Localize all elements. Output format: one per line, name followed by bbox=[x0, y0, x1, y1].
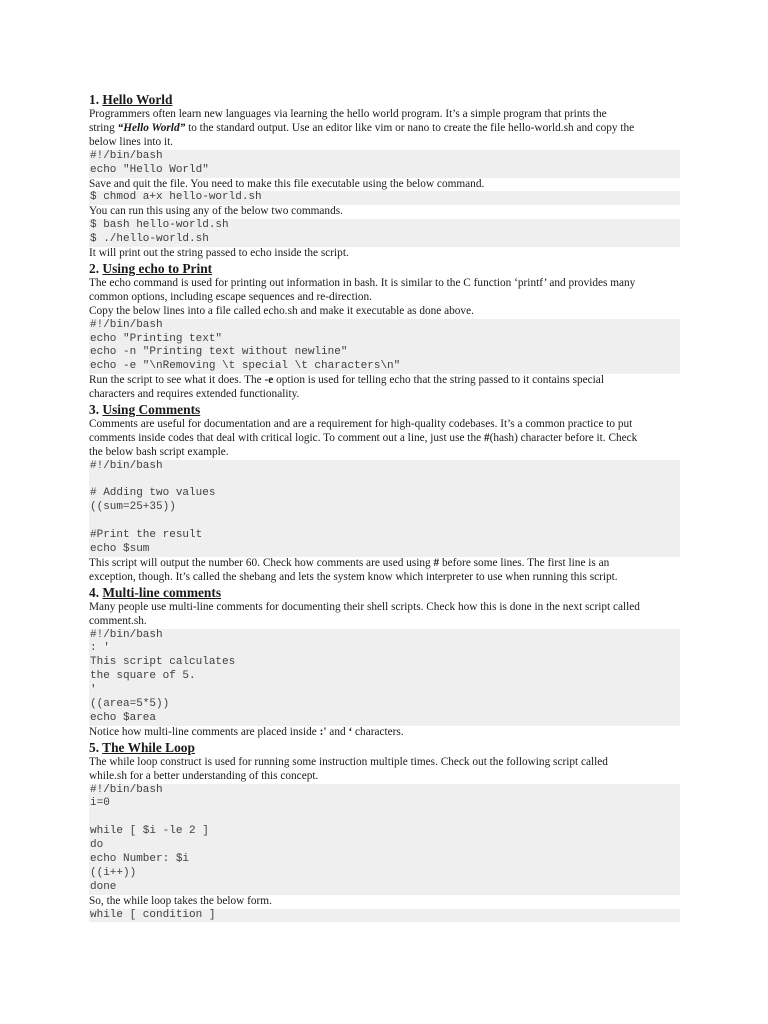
section-link-comments[interactable]: Using Comments bbox=[102, 401, 201, 417]
code-block: #!/bin/bash echo "Printing text" echo -n "Printing text without newline" echo -e "\nRemoving \t special \t characters\n" bbox=[89, 319, 680, 375]
section-link-echo[interactable]: Using echo to Print bbox=[102, 260, 213, 276]
paragraph: This script will output the number 60. Check how comments are used using # before some lines. The first line is an exception, though. It’s called the shebang and lets the system know which interpreter to use when running this script. bbox=[89, 556, 618, 583]
paragraph: Run the script to see what it does. The -e option is used for telling echo that the string passed to it contains special characters and requires extended functionality. bbox=[89, 374, 604, 401]
code-block: $ bash hello-world.sh $ ./hello-world.sh bbox=[89, 219, 680, 247]
section-heading-hello-world: 1. Hello World bbox=[89, 92, 173, 107]
code-block: $ chmod a+x hello-world.sh bbox=[89, 191, 680, 205]
paragraph: Comments are useful for documentation and are a requirement for high-quality codebases. It’s a common practice to put comments inside codes that deal with critical logic. To comment out a line, just use the #(hash) character before it. Check the below bash script example. bbox=[89, 417, 638, 458]
paragraph: Notice how multi-line comments are placed inside :' and ‘ characters. bbox=[89, 725, 404, 738]
section-heading-comments: 3. Using Comments bbox=[89, 401, 201, 417]
section-link-while-loop[interactable]: The While Loop bbox=[102, 739, 195, 755]
code-block: #!/bin/bash # Adding two values ((sum=25+35)) #Print the result echo $sum bbox=[89, 460, 680, 557]
section-heading-multiline-comments: 4. Multi-line comments bbox=[89, 584, 222, 600]
paragraph: The while loop construct is used for running some instruction multiple times. Check out the following script called while.sh for a better understanding of this concept. bbox=[89, 755, 608, 782]
code-block: while [ condition ] bbox=[89, 909, 680, 923]
document-body bbox=[89, 92, 680, 922]
paragraph: Many people use multi-line comments for documenting their shell scripts. Check how this is done in the next script called comment.sh. bbox=[89, 600, 640, 627]
code-block: #!/bin/bash echo "Hello World" bbox=[89, 150, 680, 178]
paragraph: It will print out the string passed to echo inside the script. bbox=[89, 246, 349, 259]
paragraph: The echo command is used for printing out information in bash. It is similar to the C function ‘printf’ and provides many common options, including escape sequences and re-direction. Copy the below lines into a file called echo.sh and make it executable as done above. bbox=[89, 276, 636, 317]
paragraph: You can run this using any of the below two commands. bbox=[89, 205, 343, 218]
code-block: #!/bin/bash i=0 while [ $i -le 2 ] do echo Number: $i ((i++)) done bbox=[89, 784, 680, 895]
paragraph: So, the while loop takes the below form. bbox=[89, 894, 272, 907]
section-link-multiline-comments[interactable]: Multi-line comments bbox=[102, 584, 222, 600]
section-link-hello-world[interactable]: Hello World bbox=[102, 92, 173, 107]
paragraph: Programmers often learn new languages via learning the hello world program. It’s a simple program that prints the string “Hello World” to the standard output. Use an editor like vim or nano to create the file hello-world.sh and copy the below lines into it. bbox=[89, 108, 635, 148]
section-heading-echo: 2. Using echo to Print bbox=[89, 260, 213, 276]
section-heading-while-loop: 5. The While Loop bbox=[89, 739, 195, 755]
paragraph: Save and quit the file. You need to make this file executable using the below command. bbox=[89, 177, 485, 190]
code-block: #!/bin/bash : ' This script calculates the square of 5. ' ((area=5*5)) echo $area bbox=[89, 629, 680, 726]
